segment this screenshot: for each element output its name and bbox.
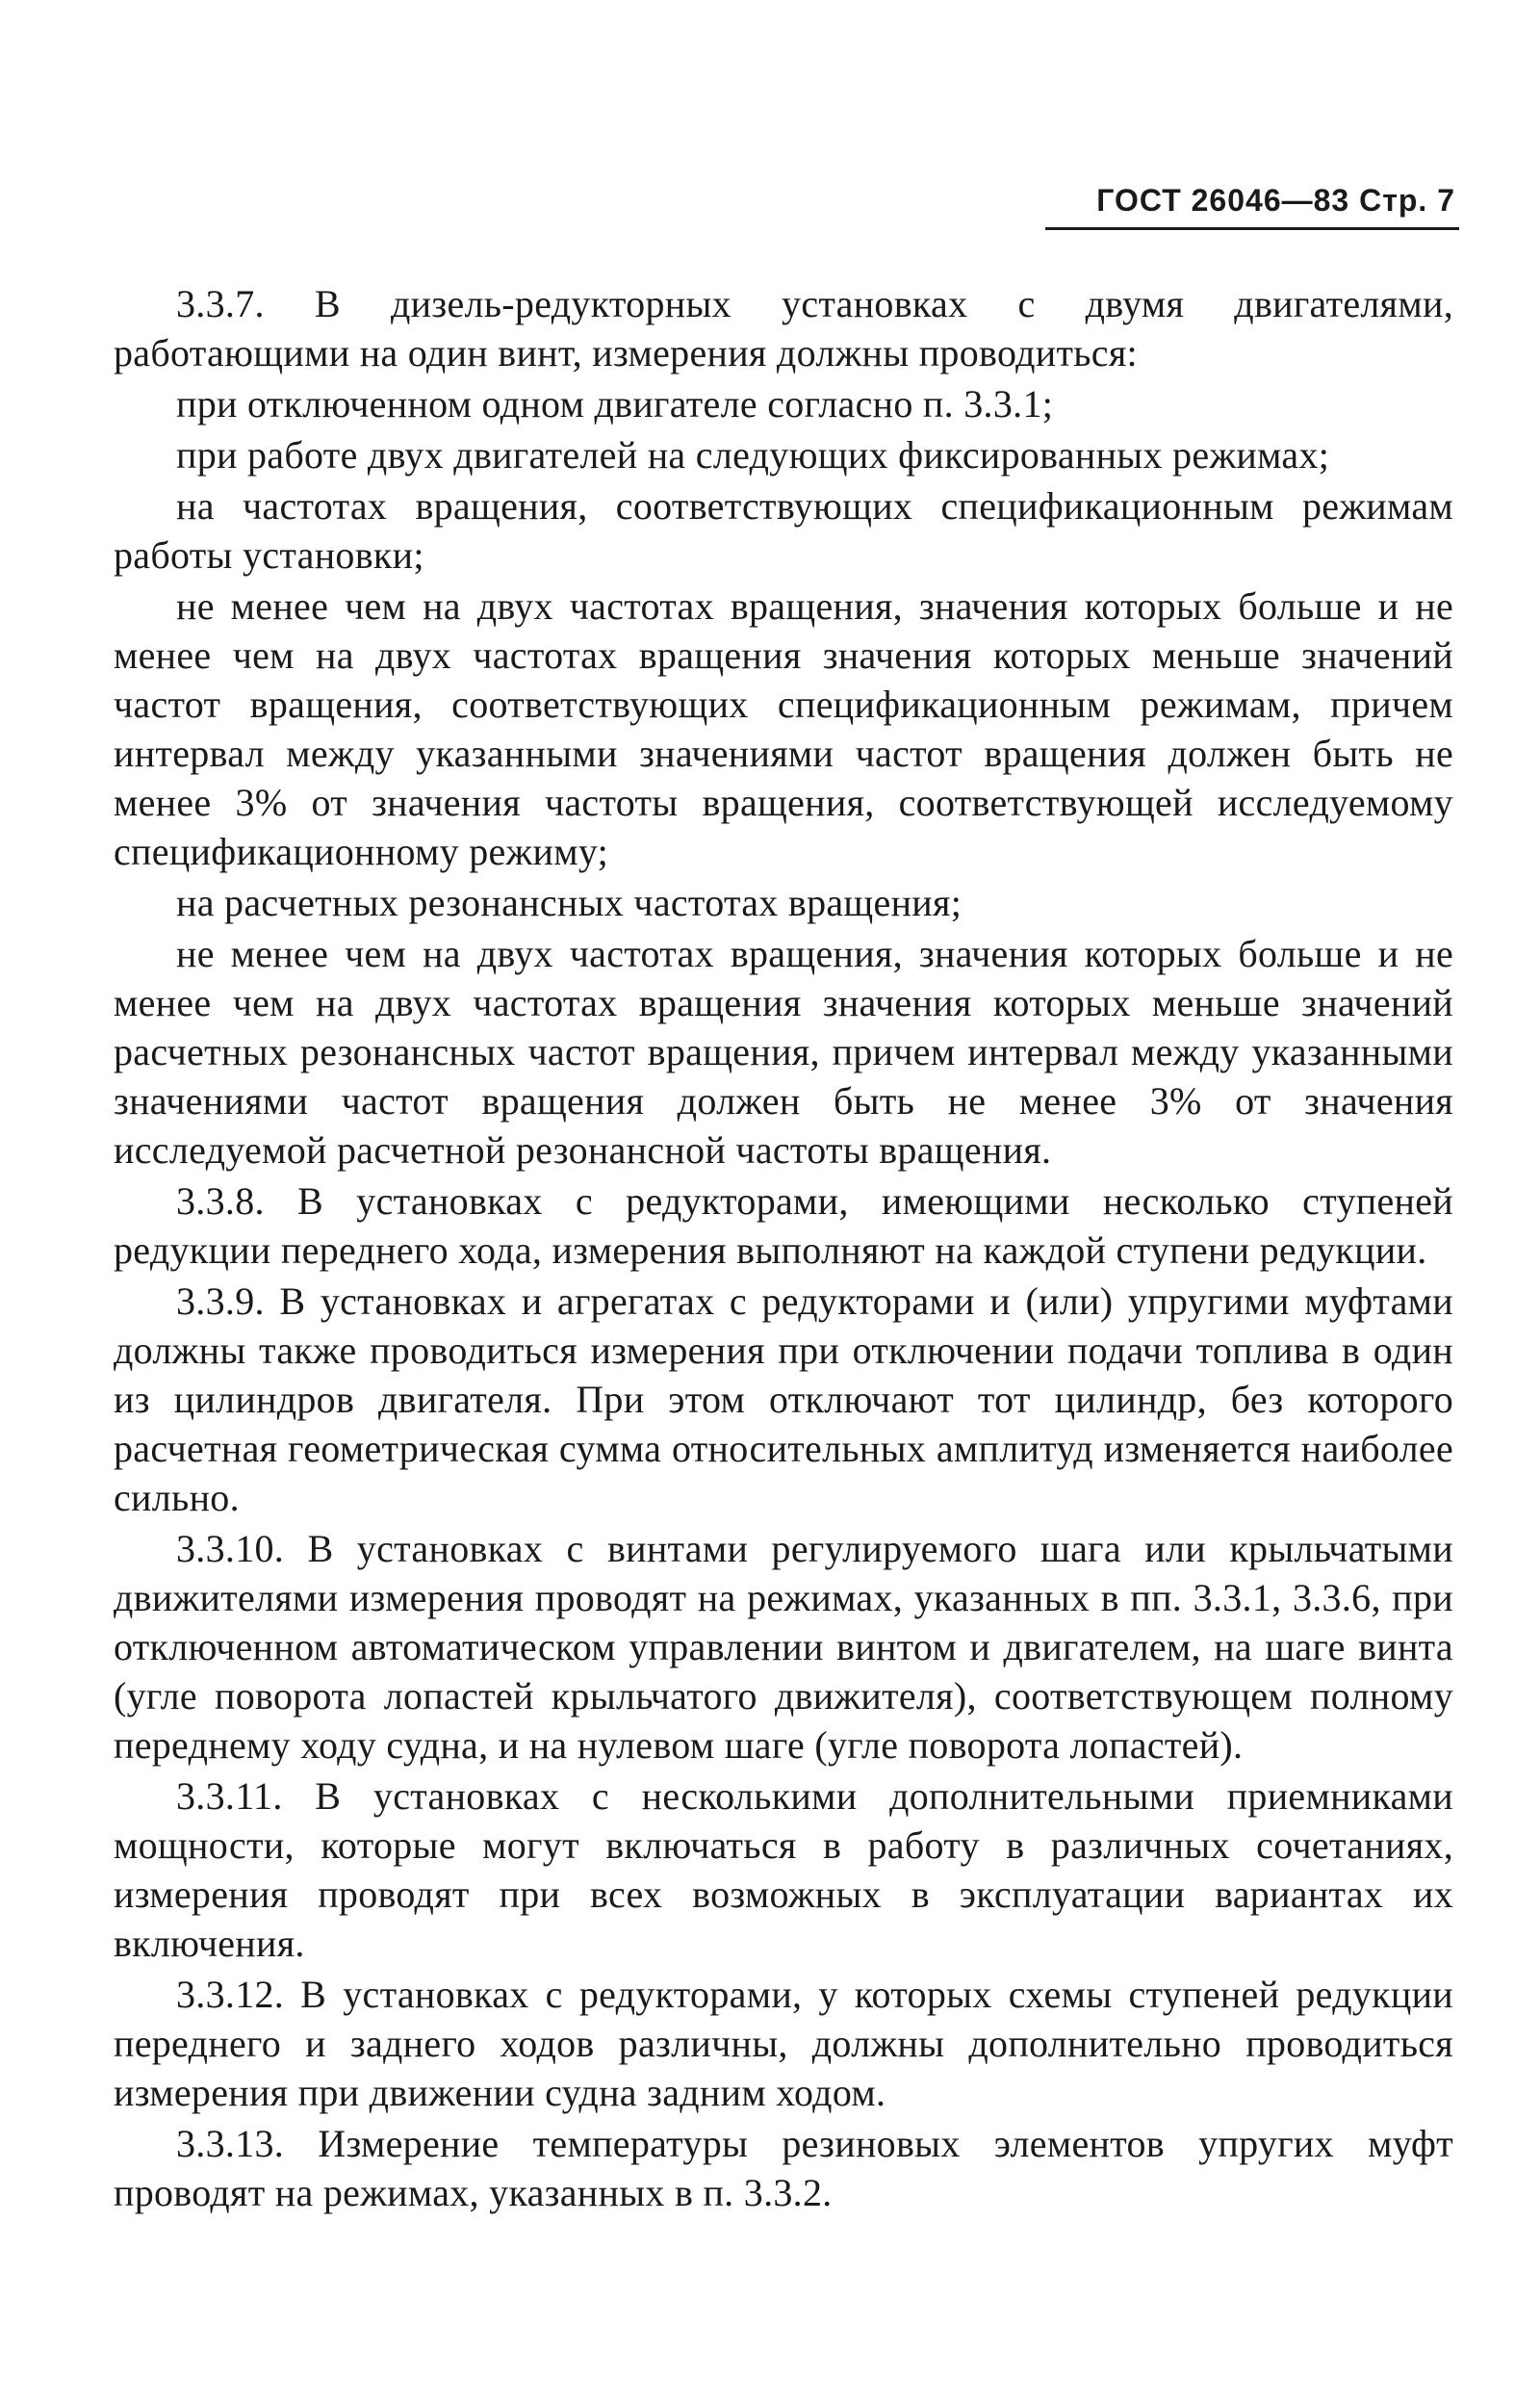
paragraph-resonance: на расчетных резонансных частотах вращения;	[176, 881, 962, 924]
paragraph-3-3-12: 3.3.12. В установках с редукторами, у которых схемы ступеней редукции переднего и заднего ходов различны, должны дополнительно проводиться измерения при движении судна задним ходом.	[114, 1973, 1453, 2114]
paragraph-3-3-13: 3.3.13. Измерение температуры резиновых элементов упругих муфт проводят на режимах, указанных в п. 3.3.2.	[114, 2122, 1453, 2214]
page-number: Стр. 7	[1359, 183, 1455, 218]
paragraph-one-engine-off: при отключенном одном двигателе согласно п. 3.3.1;	[176, 382, 1054, 426]
paragraph-two-engines: при работе двух двигателей на следующих фиксированных режимах;	[176, 433, 1330, 477]
paragraph-3-3-10: 3.3.10. В установках с винтами регулируемого шага или крыльчатыми движителями измерения проводят на режимах, указанных в пп. 3.3.1, 3.3.6, при отключенном автоматическом управлении винтом и двигателем, на шаге винта (угле поворота лопастей крыльчатого движителя), соответствующем полному переднему ходу судна, и на нулевом шаге (угле поворота лопастей).	[114, 1527, 1453, 1767]
paragraph-spec-modes: на частотах вращения, соответствующих спецификационным режимам работы установки;	[114, 484, 1453, 577]
standard-number: ГОСТ 26046—83	[1096, 183, 1350, 218]
paragraph-3-3-7: 3.3.7. В дизель-редукторных установках с двумя двигателями, работающими на один винт, измерения должны проводиться:	[114, 282, 1453, 375]
header-standard-and-page	[1045, 181, 1459, 220]
paragraph-3-3-8: 3.3.8. В установках с редукторами, имеющими несколько ступеней редукции переднего хода, измерения выполняют на каждой ступени редукции.	[114, 1179, 1453, 1272]
paragraph-resonance-interval: не менее чем на двух частотах вращения, значения которых больше и не менее чем на двух частотах вращения значения которых меньше значений расчетных резонансных частот вращения, причем интервал между указанными значениями частот вращения должен быть не менее 3% от значения исследуемой расчетной резонансной частоты вращения.	[114, 932, 1453, 1172]
document-body	[114, 279, 1453, 2217]
page-header	[1045, 181, 1459, 230]
header-rule	[1045, 227, 1459, 230]
paragraph-3-3-9: 3.3.9. В установках и агрегатах с редукторами и (или) упругими муфтами должны также проводиться измерения при отключении подачи топлива в один из цилиндров двигателя. При этом отключают тот цилиндр, без которого расчетная геометрическая сумма относительных амплитуд изменяется наиболее сильно.	[114, 1279, 1453, 1519]
paragraph-3-3-11: 3.3.11. В установках с несколькими дополнительными приемниками мощности, которые могут включаться в работу в различных сочетаниях, измерения проводят при всех возможных в эксплуатации вариантах их включения.	[114, 1774, 1453, 1965]
paragraph-spec-interval: не менее чем на двух частотах вращения, значения которых больше и не менее чем на двух частотах вращения значения которых меньше значений частот вращения, соответствующих спецификационным режимам, причем интервал между указанными значениями частот вращения должен быть не менее 3% от значения частоты вращения, соответствующей исследуемому спецификационному режиму;	[114, 584, 1453, 873]
